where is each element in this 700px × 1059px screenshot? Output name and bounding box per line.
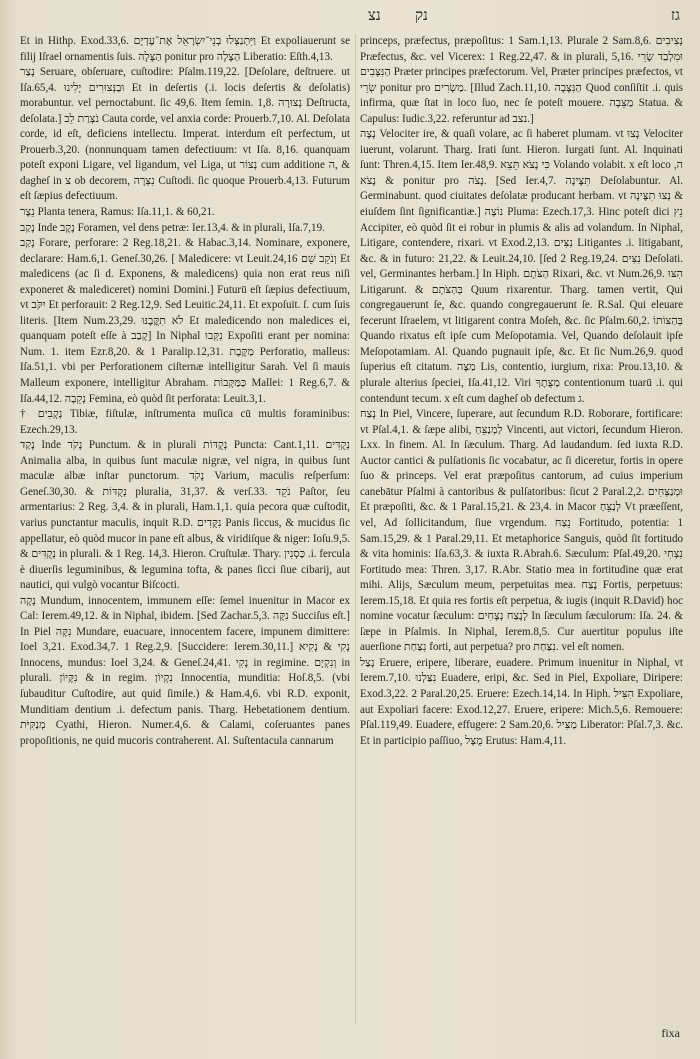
running-head-left: נק [415,8,428,24]
running-head [0,8,700,30]
entry-paragraph: נֵצֶר Planta tenera, Ramus: Iſa.11,1. & 60,21. [20,206,215,219]
entry-paragraph: princeps, præfectus, præpoſitus: 1 Sam.1,13. Plurale 2 Sam.8,6. נְצִיבִים Præfectus, &c. vel Vicerex: 1 Reg.22,47. & in plurali, 5,16. וּמִלְבַד שָׂרֵי הַנִּצָּבִים Præter principes præfectorum. Vel, Præter principes præfectos, vt שְׂרֵי ponitur pro מַשְׂרִים. [Illud Zach.11,10. הַנִּצָּבָה Quod conſiſtit .i. quis infirma, quæ ſtat in loco ſuo, nec ſe poteſt mouere. מַצֵּבָה Statua. & Capulus: Iudic.3,22. referuntur ad נצב.] [360,35,684,125]
catchword: fixa [661,1026,680,1040]
entry-paragraph: נָקָה Mundum, innocentem, immunem eſſe: ſemel inuenitur in Macor ex Cal: Ierem.49,12. & in Niphal, ibidem. [Sed Zachar.5,3. נִקָּה Succiſus eſt.] In Piel נִקָּה Mundare, euacuare, innocentem facere, impunem dimittere: Ioel 3,21. Exod.34,7. 1 Reg.2,9. [Succidere: Ierem.30,11.] נָקִי & נָקִיא Innocens, mundus: Ioel 3,24. & Geneſ.24,41. נָקִי in regimine. וְנִקְיָם in plurali. נִקָּיוֹן & in regim. נִקְיוֹן Innocentia, munditia: Hoſ.8,5. (vbi ſubauditur Cuſtodire, aut quid ſimile.) & Ham.4,6. vbi R.D. exponit, Munditiam dentium .i. defectum panis. Tharg. Hebetationem dentium. מְנַקִּיֹּת Cyathi, Hieron. Numer.4,6. & Calami, coſeruantes panes propoſitionis, ne quid mucoris contraherent. Al. Suſtentacula cannarum [20,594,350,747]
entry-paragraph: † נְקָבִים Tibiæ, fiſtulæ, inſtrumenta muſica cū multis foraminibus: Ezech.29,13. [20,408,350,436]
entry-paragraph: נָקַד Inde נָקֹד Punctum. & in plurali נְקֻדּוֹת Puncta: Cant.1,11. נְקֻדִּים Animalia alba, in quibus ſunt maculæ nigræ, vel nigra, in quibus ſunt maculæ albæ inſtar punctorum. נָקֹד Varium, maculis reſperſum: Geneſ.30,30. & נְקֻדּוֹת pluralia, 31,37. & verſ.33. נֹקֵד Paſtor, ſeu armentarius: 2 Reg. 3,4. & in plurali, Ham.1,1. quia pecora quæ cuſtodit, varius punctantur maculis, inquit R.D. נִקֻּדִים Panis ſiccus, & mucidus ſic appellatur, eò quòd mucor in pane eſt albus, & viridiſque & niger: Ioſu.9,5. & נְקֻדִּים in plurali. & 1 Reg. 14,3. Hieron. Cruſtulæ. Thary. כַּסְנִין .i. fercula è diuerſis leguminibus, & legumina tofta, & panes ſicci ſiue cibarij, aut nautici, qui vulgò vocantur Biſcocti. [20,439,351,592]
entry-paragraph: נָצַר Seruare, obſeruare, cuſtodire: Pſalm.119,22. [Deſolare, deſtruere. ut Iſa.65,4. וּבַנְּצוּרִים יָלִינוּ Et in deſertis (.i. locis deſertis & deſolatis) morabuntur. vel pernoctabunt. ſic 49,6. Item ſemin. 1,8. נְצוּרָה Deſtructa, deſolata.] נֹצְרַת לֵב Cauta corde, vel anxia corde: Prouerb.7,10. Al. Deſolata corde, id eſt, deficiens intellectu. Imperat. interdum eſt perfectum, ut Prouerb.3,20. (nonnunquam tamen defectiuum: vt Iſa. 8,16. quanquam poteſt exponi Ligare, vel ligandum, vel Liga, ut נְצוֹר cum additione ה, & dagheſ in צ ob decorem, נִצְּרָה Cuſtodi. ſic quoque Prouerb.4,13. Futurum eſt ſæpius defectiuum. [20,66,351,203]
running-head-middle: נצ [368,8,381,24]
entry-paragraph: נָקַב Inde נֶקֶב Foramen, vel dens petræ: Ier.13,4. & in plurali, Iſa.7,19. [20,221,325,234]
entry-paragraph: נָצָה Velociter ire, & quaſi volare, ac ſi haberet plumam. vt נָצוּ Velociter iuerunt, volarunt. Tharg. Irati ſunt. Hieron. Iurgati ſunt. Al. Inquinati ſunt: Thren.4,15. Item Ier.48,9. כִּי נָצֹא תֵּצֵא Volando volabit. x eſt loco ה, & נָצֹא ponitur pro נָצֹה. [Sed Ier.4,7. תִּצֶּינָה Deſolabuntur. Al. Germinabunt. quod ciuitates deſolatæ producant herbam. vt נְצוּ תִצֶּינָה & eiuſdem ſint ſignificantiæ.] נוֹצָה Pluma: Ezech.17,3. Hinc poteſt dici נֵץ Accipiter, eò quòd ſit ei robur in plumis & alis ad volandum. In Niphal, Litigare, contendere, rixari. vt Exod.2,13. נִצִּים Litigantes .i. litigabant, &c. & in futuro: 21,22. & Leuit.24,10. [ſed 2 Reg.19,24. נִצִּים Deſolati. vel, Germinantes herbam.] In Hiph. הַצֹּתָם Rixari, &c. vt Num.26,9. הִצּוּ Litigarunt. & בְּהַצֹּתָם Quum rixarentur. Tharg. tamen vertit, Qui congregauerunt ſe, &c. quando congregauerunt ſe. R.Sal. Qui eleuare fecerunt Iſraelem, vt litigarent contra Moſeh, &c. ſic Pſalm.60,2. בְּהַצּוֹתוֹ Quando rixatus eſt ipſe cum Meſopotamia. Vel, Quando deſolauit ipſe Meſopotamiam. Al. Quando pugnauit ipſe, &c. Et ſic Num.26,9. quod ſuperius eſt citatum. מַצָּה Lis, contentio, iurgium, rixa: Prou.13,10. & plurale alterius ſpeciei, Iſa.41,12. Viri מַצֻּתֶךָ contentionum tuarū .i. qui contendunt tecum. x eſt cum dagheſ ob defectum ג. [360,128,684,405]
column-divider [355,34,356,1024]
entry-paragraph: נָצַל Eruere, eripere, liberare, euadere. Primum inuenitur in Niphal, vt Ierem.7,10. נִצַּלְנוּ Euadere, eripi, &c. Sed in Piel, Expoliare, Diripere: Exod.3,22. 2 Paral.20,25. Eruere: Ezech.14,14. In Hiph. הִצִּיל Expoliare, aut Expoliari facere: Exod.12,27. Eruere, eripere: Mich.5,6. Remouere: Pſal.119,49. Euadere, effugere: 2 Sam.20,6. מַצִּיל Liberator: Pſal.7,3. &c. Et in participio paſſiuo, מֻצָּל Erutus: Ham.4,11. [360,656,684,747]
running-head-right: גז [670,8,680,24]
entry-paragraph: נָצַח In Piel, Vincere, ſuperare, aut ſecundum R.D. Roborare, fortificare: vt Pſal.4,1. & ſæpe alibi, לַמְנַצֵּחַ Vincenti, aut victori, ſecundum Hieron. Lxx. In finem. Al. In ſæculum. Tharg. Ad laudandum. ſed iuxta R.D. Auctor cantici & pulſationis ſic vocabatur, ac ſi diceretur, fortis in opere ſuo & princeps. Vel erat præpoſitus cantorum, ad cuius imperium canebātur Pſalmi à cantoribus & pulſatoribus: ſicut 2 Paral.2,2. וּמְנַצְּחִים Et præpoſiti, &c. & 1 Paral.15,21. & 23,4. in Macor לְנַצֵּחַ Vt præeſſent, vel, Ad ſollicitandum, ſiue vrgendum. נֵצַח Fortitudo, potentia: 1 Sam.15,29. & 1 Paral.29,11. Et metaphorice Sanguis, quòd ſit fortitudo & vita hominis: Iſa.63,3. & iuxta R.Abrah.6. Sæculum: Pſal.49,20. נִצְחִי Fortitudo mea: Thren. 3,17. R.Abr. Statio mea in fortitudine quæ erat mihi. Alijs, Sæculum meum, perpetuitas mea. נֶצַח Fortis, perpetuus: Ierem.15,18. Et quia res fortis eſt perpetua, & iugis (inquit R.David) hoc nomine vocatur ſæculum: לָנֶצַח נְצָחִים In ſæculum ſæculorum: Iſa. 24. & ſæpe in Pſalmis. In Niphal, Ierem.8,5. Cur auertitur populus iſte auerſione נִצַּחַת forti, aut perpetua? pro נִצַּחַת. vel eſt nomen. [360,408,683,654]
right-column [360,34,683,749]
entry-paragraph: Et in Hithp. Exod.33,6. וַיִּתְנַצְּלוּ בְנֵי־יִשְׂרָאֵל אֶת־עֶדְיָם Et expoliauerunt se filij Iſrael ornamentis ſuis. הַצָּלָה ponitur pro הַצָּלָה Liberatio: Eſth.4,13. [20,35,350,63]
left-column [20,34,350,749]
entry-paragraph: נָקַב Forare, perforare: 2 Reg.18,21. & Habac.3,14. Nominare, exponere, declarare: Ham.6,1. Geneſ.30,26. [ Maledicere: vt Leuit.24,16 וְנֹקֵב שֵׁם Et maledicens (ac ſi d. Exponens, & maledicens) quia non erat reus niſi exponeret & malediceret) nomini Domini.] Futurū eſt ſæpius defectiuum, vt יִקֹּב Et perforauit: 2 Reg.12,9. Sed Leuitic.24,11. Et expoſuit. ſ. cum ſuis literis. [Item Num.23,29. לֹא תִקֳּבֶנּוּ Et maledicendo non maledices ei, quanquam poteſt eſſe à קָבַב] In Niphal נִקְּבוּ Expoſiti erant per nomina: Num. 1. item Ezr.8,20. & 1 Paralip.12,31. מַקֶּבֶת Perforatio, malleus: Iſa.51,1. vbi per Perforationem ciſternæ intelligitur Sarah. Vel ſi mauis Malleum exponere, intelligitur Abraham. כַּמַּקָּבוֹת Mallei: 1 Reg.6,7. & Iſa.44,12. נְקֵבָה Femina, eò quòd ſit perforata: Leuit.3,1. [20,237,351,405]
